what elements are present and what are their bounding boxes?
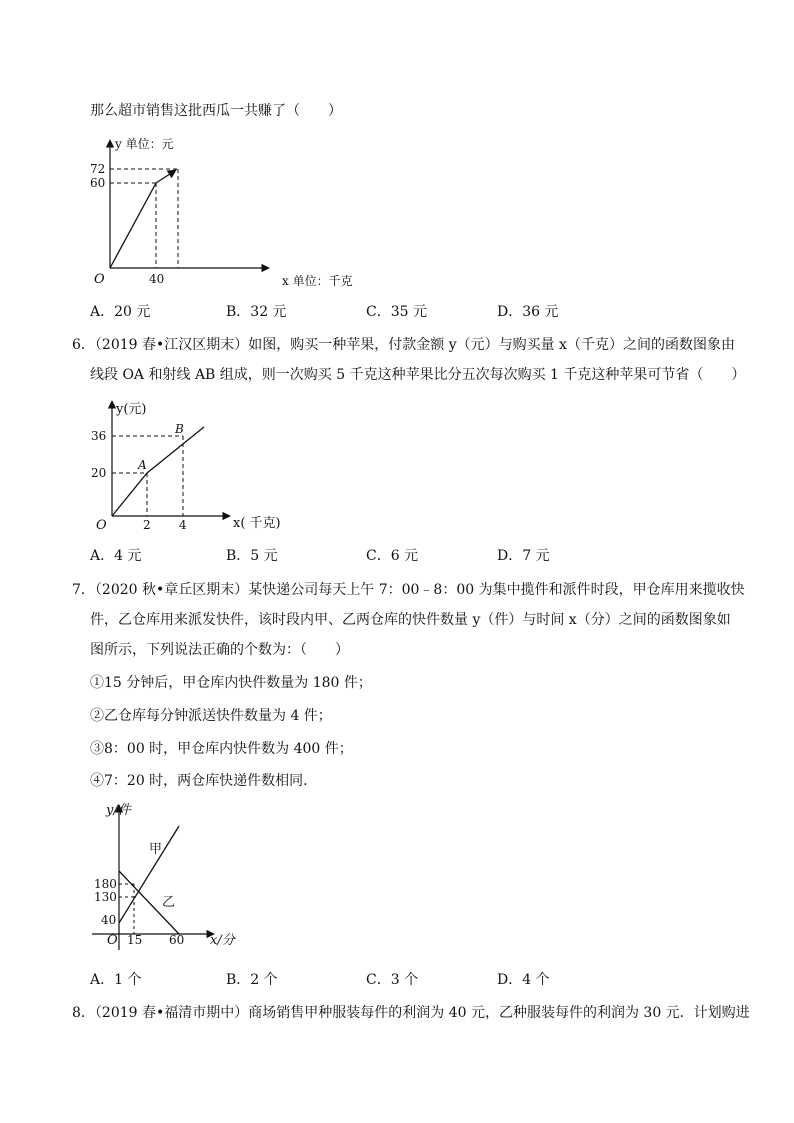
q7-y-label: y/件 [106,803,131,818]
q6-dashes [112,436,183,516]
q6-point-a: A [138,458,147,472]
q7-figure [82,800,282,960]
q6-x-tick-2: 2 [143,518,151,532]
q7-text-line-3: 图所示，下列说法正确的个数为：（ ） [90,642,349,658]
q5-y-label: y 单位：元 [115,137,174,151]
q8-text-line-1: 8．（2019 春•福清市期中）商场销售甲种服装每件的利润为 40 元，乙种服装每件的利润为 30 元．计划购进 [72,1005,750,1021]
q6-y-label: y(元) [116,402,147,417]
q6-option-d[interactable]: D．7 元 [497,548,550,564]
q7-dashes [119,884,134,934]
q6-text-line-1: 6．（2019 春•江汉区期末）如图，购买一种苹果，付款金额 y（元）与购买量 x（千克）之间的函数图象由 [72,337,735,353]
q5-dashes [110,169,178,268]
q7-x-tick-60: 60 [169,933,185,947]
q5-option-d[interactable]: D．36 元 [497,304,559,320]
q6-option-a[interactable]: A．4 元 [90,548,142,564]
q7-option-c[interactable]: C．3 个 [366,972,419,988]
q7-label-yi: 乙 [162,895,176,910]
q5-x-label: x 单位：千克 [282,274,353,288]
q5-origin: O [94,272,105,287]
q7-label-jia: 甲 [149,842,163,857]
q6-graph [112,427,204,516]
q5-figure [82,128,382,298]
q7-option-d[interactable]: D．4 个 [497,972,550,988]
q5-graph [110,170,176,268]
q5-y-tick-72: 72 [90,162,106,176]
q7-y-tick-130: 130 [94,890,117,904]
q6-option-b[interactable]: B．5 元 [226,548,278,564]
q5-option-a[interactable]: A．20 元 [90,304,151,320]
q7-y-tick-40: 40 [101,913,117,927]
q5-option-b[interactable]: B．32 元 [226,304,287,320]
q5-axes [110,140,269,268]
q5-option-c[interactable]: C．35 元 [366,304,427,320]
q6-origin: O [96,518,107,533]
q7-origin: O [107,933,118,948]
q7-text-line-1: 7．（2020 秋•章丘区期末）某快递公司每天上午 7：00﹣8：00 为集中揽件和派件时段，甲仓库用来揽收快 [72,582,745,598]
q7-statement-3: ③8：00 时，甲仓库内快件数为 400 件； [90,741,353,757]
q5-text-tail: 那么超市销售这批西瓜一共赚了（ ） [90,103,342,119]
q6-y-tick-36: 36 [91,429,107,443]
q6-axes [112,401,230,516]
q5-y-tick-60: 60 [90,176,106,190]
q7-text-line-2: 件，乙仓库用来派发快件，该时段内甲、乙两仓库的快件数量 y（件）与时间 x（分）之间的函数图象如 [90,612,731,628]
q6-x-label: x( 千克) [233,516,281,531]
q7-y-tick-180: 180 [94,877,117,891]
q6-figure [82,395,342,535]
q7-x-tick-15: 15 [127,933,143,947]
q7-option-a[interactable]: A．1 个 [90,972,142,988]
q6-x-tick-4: 4 [179,518,187,532]
q7-statement-4: ④7：20 时，两仓库快递件数相同． [90,773,318,789]
q5-x-tick-40: 40 [149,272,165,286]
q7-statement-2: ②乙仓库每分钟派送快件数量为 4 件； [90,708,332,724]
q6-option-c[interactable]: C．6 元 [366,548,419,564]
q7-x-label: x/分 [210,933,235,948]
q6-text-line-2: 线段 OA 和射线 AB 组成，则一次购买 5 千克这种苹果比分五次每次购买 1 千克这种苹果可节省（ ） [90,367,746,383]
q7-option-b[interactable]: B．2 个 [226,972,278,988]
q7-statement-1: ①15 分钟后，甲仓库内快件数量为 180 件； [90,675,372,691]
q6-y-tick-20: 20 [91,466,107,480]
q6-segment-oa [112,473,147,516]
q6-point-b: B [175,422,184,436]
